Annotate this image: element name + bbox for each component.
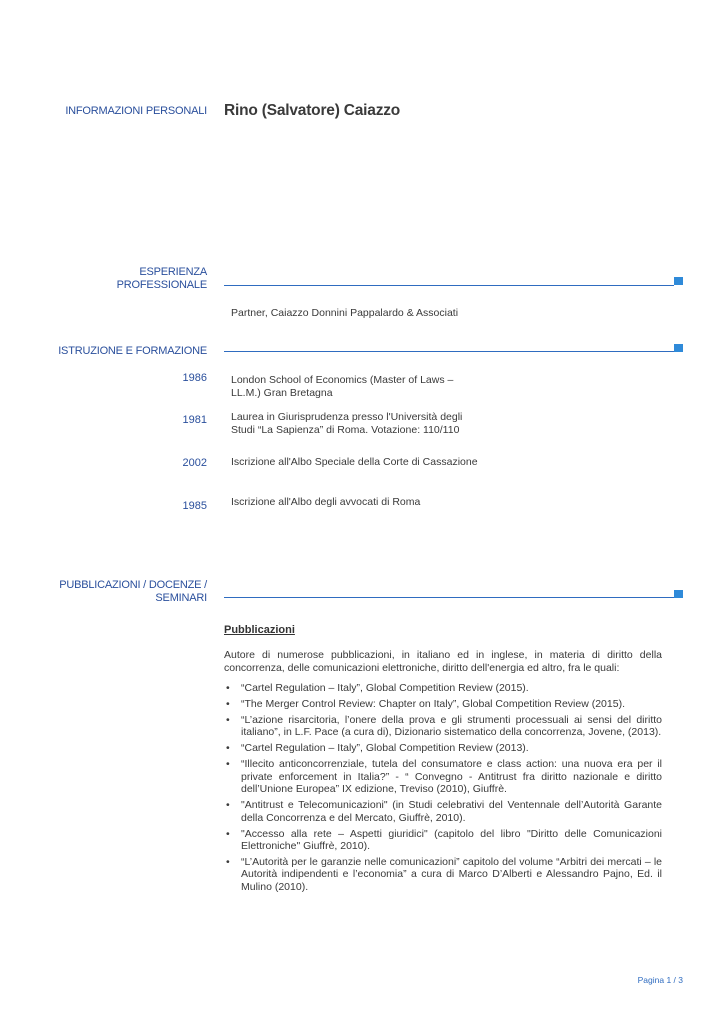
section-label-line: ESPERIENZA [139, 266, 207, 278]
publication-text: "Accesso alla rete – Aspetti giuridici" (capitolo del libro "Diritto delle Comunicazioni Elettroniche" Giuffrè, 2010). [241, 827, 662, 853]
section-divider [224, 597, 674, 598]
publication-text: “Cartel Regulation – Italy”, Global Competition Review (2015). [241, 682, 529, 694]
publication-text: "Antitrust e Telecomunicazioni" (in Studi celebrativi del Ventennale dell’Autorità Garante della Concorrenza e del Mercato, Giuffrè, 2010). [241, 799, 662, 824]
education-year: 1981 [182, 414, 207, 426]
experience-text: Partner, Caiazzo Donnini Pappalardo & Associati [231, 307, 459, 319]
section-label-personal: INFORMAZIONI PERSONALI [65, 105, 207, 117]
education-entry [231, 456, 478, 469]
bullet-icon: • [226, 758, 230, 771]
education-entry-line: London School of Economics (Master of Laws – [231, 374, 454, 386]
publication-item [224, 682, 662, 694]
education-entry-line: Laurea in Giurisprudenza presso l'Università degli [231, 411, 463, 423]
education-year: 2002 [182, 457, 207, 469]
section-label-publications [40, 579, 207, 605]
section-label-line: PUBBLICAZIONI / DOCENZE / [59, 579, 207, 591]
publication-item [224, 714, 662, 739]
bullet-icon: • [226, 698, 230, 710]
publication-item [224, 698, 662, 710]
section-divider [224, 351, 674, 352]
bullet-icon: • [226, 682, 230, 694]
section-divider [224, 285, 674, 286]
education-entry [231, 374, 453, 400]
publication-text: “L’azione risarcitoria, l’onere della prova e gli strumenti processuali ai sensi del diritto italiano”, in L.F. Pace (a cura di), Dizionario sistematico della concorrenza, Jovene, (2013). [241, 714, 662, 739]
education-year: 1985 [182, 500, 207, 512]
bullet-icon: • [226, 827, 230, 840]
publications-intro: Autore di numerose pubblicazioni, in italiano ed in inglese, in materia di diritto della concorrenza, delle comunicazioni elettroniche, diritto dell'energia ed altro, fra le quali: [224, 649, 662, 674]
publication-text: “The Merger Control Review: Chapter on Italy”, Global Competition Review (2015). [241, 698, 625, 710]
education-entry-line: Studi “La Sapienza” di Roma. Votazione: 110/110 [231, 424, 460, 436]
bullet-icon: • [226, 714, 230, 726]
section-label-line: PROFESSIONALE [116, 279, 207, 291]
section-marker [674, 277, 683, 285]
education-entry-line: Iscrizione all'Albo degli avvocati di Roma [231, 496, 421, 508]
bullet-icon: • [226, 799, 230, 812]
bullet-icon: • [226, 742, 230, 755]
publication-item [224, 758, 662, 795]
education-year: 1986 [182, 372, 207, 384]
publication-item [224, 828, 662, 853]
section-label-experience [40, 266, 207, 292]
publication-item [224, 856, 662, 893]
publications-heading: Pubblicazioni [224, 624, 295, 636]
education-entry [231, 496, 420, 509]
education-entry-line: LL.M.) Gran Bretagna [231, 387, 333, 399]
section-marker [674, 590, 683, 598]
publication-item [224, 799, 662, 824]
education-entry-line: Iscrizione all'Albo Speciale della Corte di Cassazione [231, 456, 478, 468]
section-label-line: SEMINARI [155, 592, 207, 604]
publications-list [224, 682, 662, 897]
publication-text: “Illecito anticoncorrenziale, tutela del consumatore e class action: una nuova era per il private enforcement in Italia?” - “ Convegno - Antitrust fra diritto nazionale e diritto dell’Unione Europea” IX edizione, Treviso (2010), Giuffrè. [241, 758, 662, 796]
page-number: Pagina 1 / 3 [637, 975, 683, 985]
person-name: Rino (Salvatore) Caiazzo [224, 102, 401, 119]
section-label-education: ISTRUZIONE E FORMAZIONE [58, 345, 207, 357]
section-marker [674, 344, 683, 352]
education-entry [231, 411, 462, 437]
publication-text: “Cartel Regulation – Italy”, Global Competition Review (2013). [241, 742, 529, 755]
publication-text: “L’Autorità per le garanzie nelle comunicazioni” capitolo del volume “Arbitri dei mercati – le Autorità indipendenti e l’economia” a cura di Marco D’Alberti e Alessandro Pajno, Ed. il Mulino (2010). [241, 856, 662, 893]
bullet-icon: • [226, 856, 230, 869]
publication-item [224, 742, 662, 754]
